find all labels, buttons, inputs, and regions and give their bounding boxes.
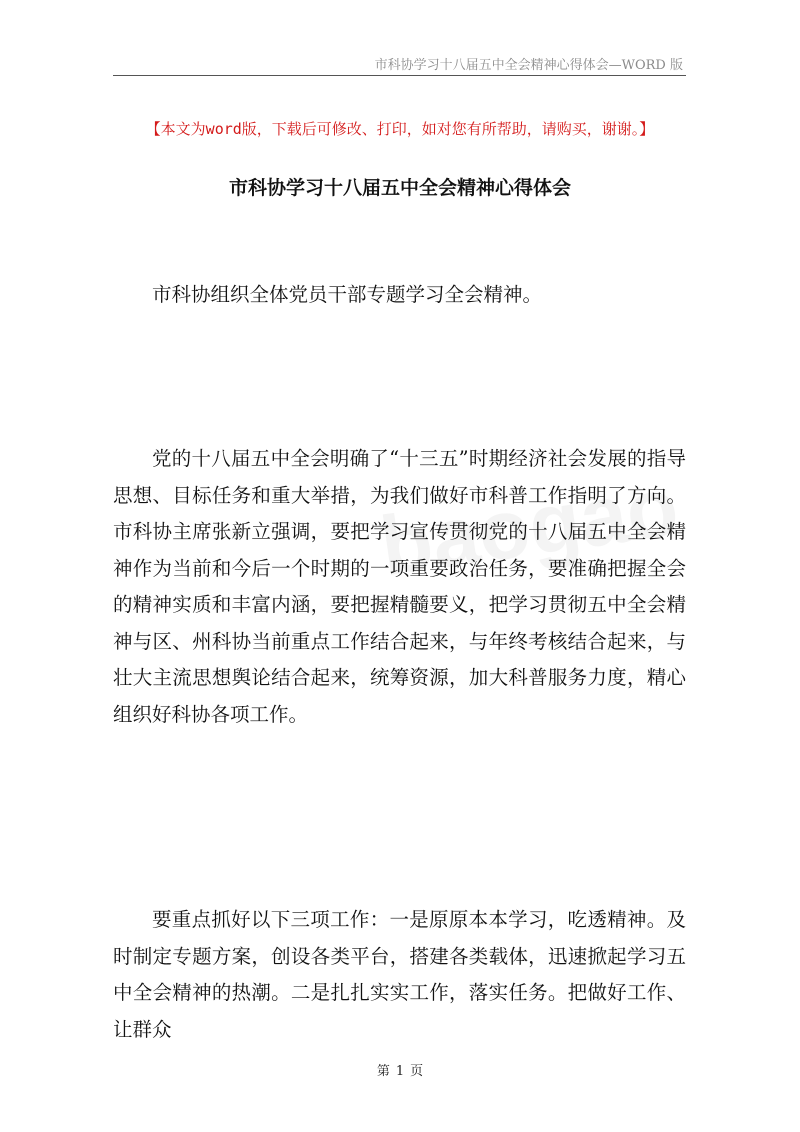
- page-header-title: 市科协学习十八届五中全会精神心得体会—WORD 版: [374, 58, 683, 73]
- paragraph-1: 市科协组织全体党员干部专题学习全会精神。: [152, 283, 543, 306]
- paragraph-3: 要重点抓好以下三项工作：一是原原本本学习，吃透精神。及时制定专题方案，创设各类平台，搭建各类载体，迅速掀起学习五中全会精神的热潮。二是扎扎实实工作，落实任务。把做好工作、让群众: [113, 908, 686, 1041]
- header-divider: [113, 75, 686, 76]
- page-number: 1: [395, 1064, 405, 1079]
- document-title: 市科协学习十八届五中全会精神心得体会: [228, 177, 571, 199]
- footer-prefix: 第: [376, 1064, 390, 1079]
- paragraph-2: 党的十八届五中全会明确了“十三五”时期经济社会发展的指导思想、目标任务和重大举措，为我们做好市科普工作指明了方向。市科协主席张新立强调，要把学习宣传贯彻党的十八届五中全会精神作为当前和今后一个时期的一项重要政治任务，要准确把握全会的精神实质和丰富内涵，要把握精髓要义，把学习贯彻五中全会精神与区、州科协当前重点工作结合起来，与年终考核结合起来，与壮大主流思想舆论结合起来，统筹资源，加大科普服务力度，精心组织好科协各项工作。: [113, 447, 686, 726]
- page-footer: [0, 1060, 800, 1079]
- footer-suffix: 页: [410, 1064, 424, 1079]
- download-notice: 【本文为word版，下载后可修改、打印，如对您有所帮助，请购买，谢谢。】: [145, 120, 655, 138]
